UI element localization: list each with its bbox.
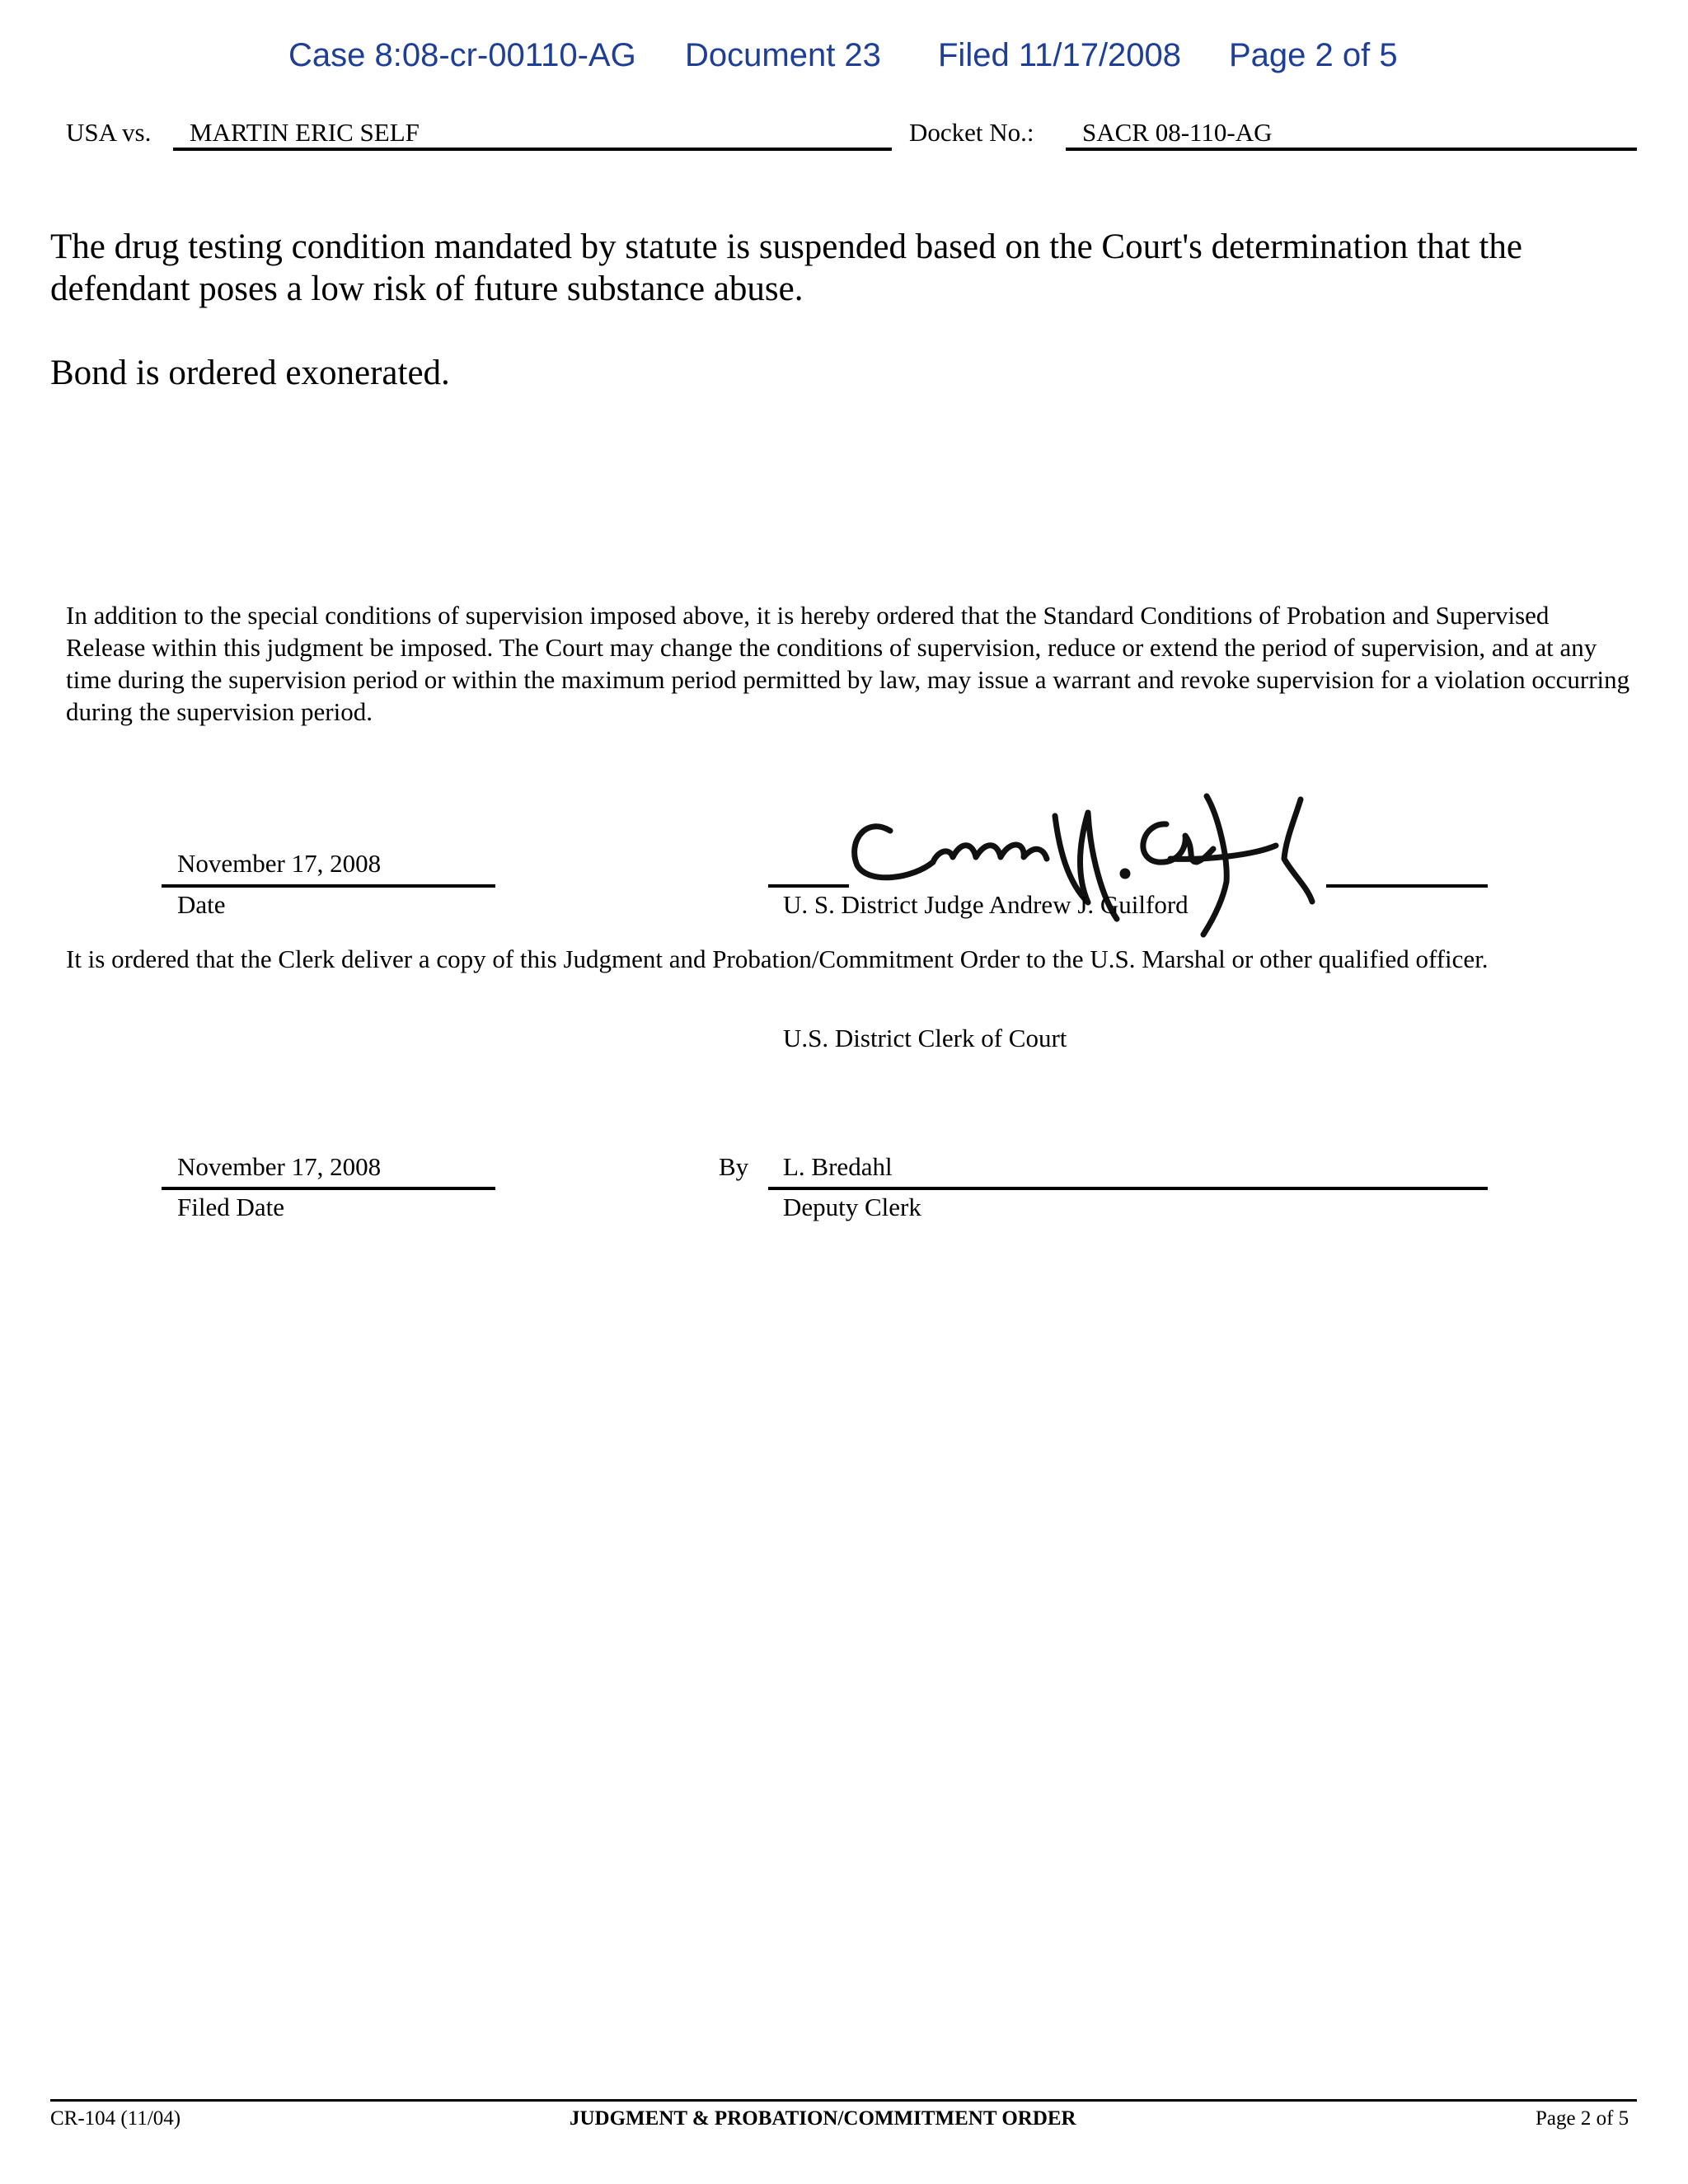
docket-label: Docket No.: <box>909 118 1034 147</box>
filed-date-value: November 17, 2008 <box>177 1152 382 1181</box>
deputy-clerk-name: L. Bredahl <box>783 1152 893 1181</box>
clerk-order-paragraph: It is ordered that the Clerk deliver a copy of this Judgment and Probation/Commitment Order to the U.S. Marshal or other qualified officer. <box>66 944 1489 973</box>
footer-rule <box>50 2099 1637 2102</box>
ecf-case-number: Case 8:08-cr-00110-AG <box>288 37 636 73</box>
filed-date-label: Filed Date <box>177 1193 284 1221</box>
form-number: CR-104 (11/04) <box>50 2107 181 2130</box>
drug-testing-paragraph: The drug testing condition mandated by statute is suspended based on the Court's determination that the defendant poses a low risk of future substance abuse. <box>50 227 1522 308</box>
usa-vs-label: USA vs. <box>66 118 152 147</box>
deputy-clerk-underline <box>768 1187 1488 1190</box>
filed-date-underline <box>162 1187 495 1190</box>
ecf-page-number: Page 2 of 5 <box>1229 37 1398 73</box>
footer-page-number: Page 2 of 5 <box>1536 2107 1629 2130</box>
deputy-clerk-label: Deputy Clerk <box>783 1193 921 1221</box>
date-label: Date <box>177 890 226 919</box>
judge-name-label: U. S. District Judge Andrew J. Guilford <box>783 890 1189 919</box>
signature-line-right <box>1326 884 1488 888</box>
standard-conditions-paragraph: In addition to the special conditions of supervision imposed above, it is hereby ordered that the Standard Conditions of Probation and Supervised Release within this judgment be imposed. The Court may change the conditions of supervision, reduce or extend the period of supervision, and at any time during the supervision period or within the maximum period permitted by law, may issue a warrant and revoke supervision for a violation occurring during the supervision period. <box>66 601 1630 726</box>
by-label: By <box>719 1152 749 1181</box>
signature-line-left <box>768 884 849 888</box>
ecf-document-number: Document 23 <box>685 37 881 73</box>
judgment-date: November 17, 2008 <box>177 849 382 878</box>
docket-number: SACR 08-110-AG <box>1082 118 1273 147</box>
date-underline <box>162 884 495 888</box>
bond-paragraph: Bond is ordered exonerated. <box>50 354 450 392</box>
form-title: JUDGMENT & PROBATION/COMMITMENT ORDER <box>570 2107 1076 2130</box>
defendant-underline <box>173 148 892 151</box>
ecf-filed-date: Filed 11/17/2008 <box>938 37 1182 73</box>
defendant-name: MARTIN ERIC SELF <box>190 118 420 147</box>
docket-underline <box>1066 148 1637 151</box>
clerk-of-court-title: U.S. District Clerk of Court <box>783 1024 1067 1052</box>
